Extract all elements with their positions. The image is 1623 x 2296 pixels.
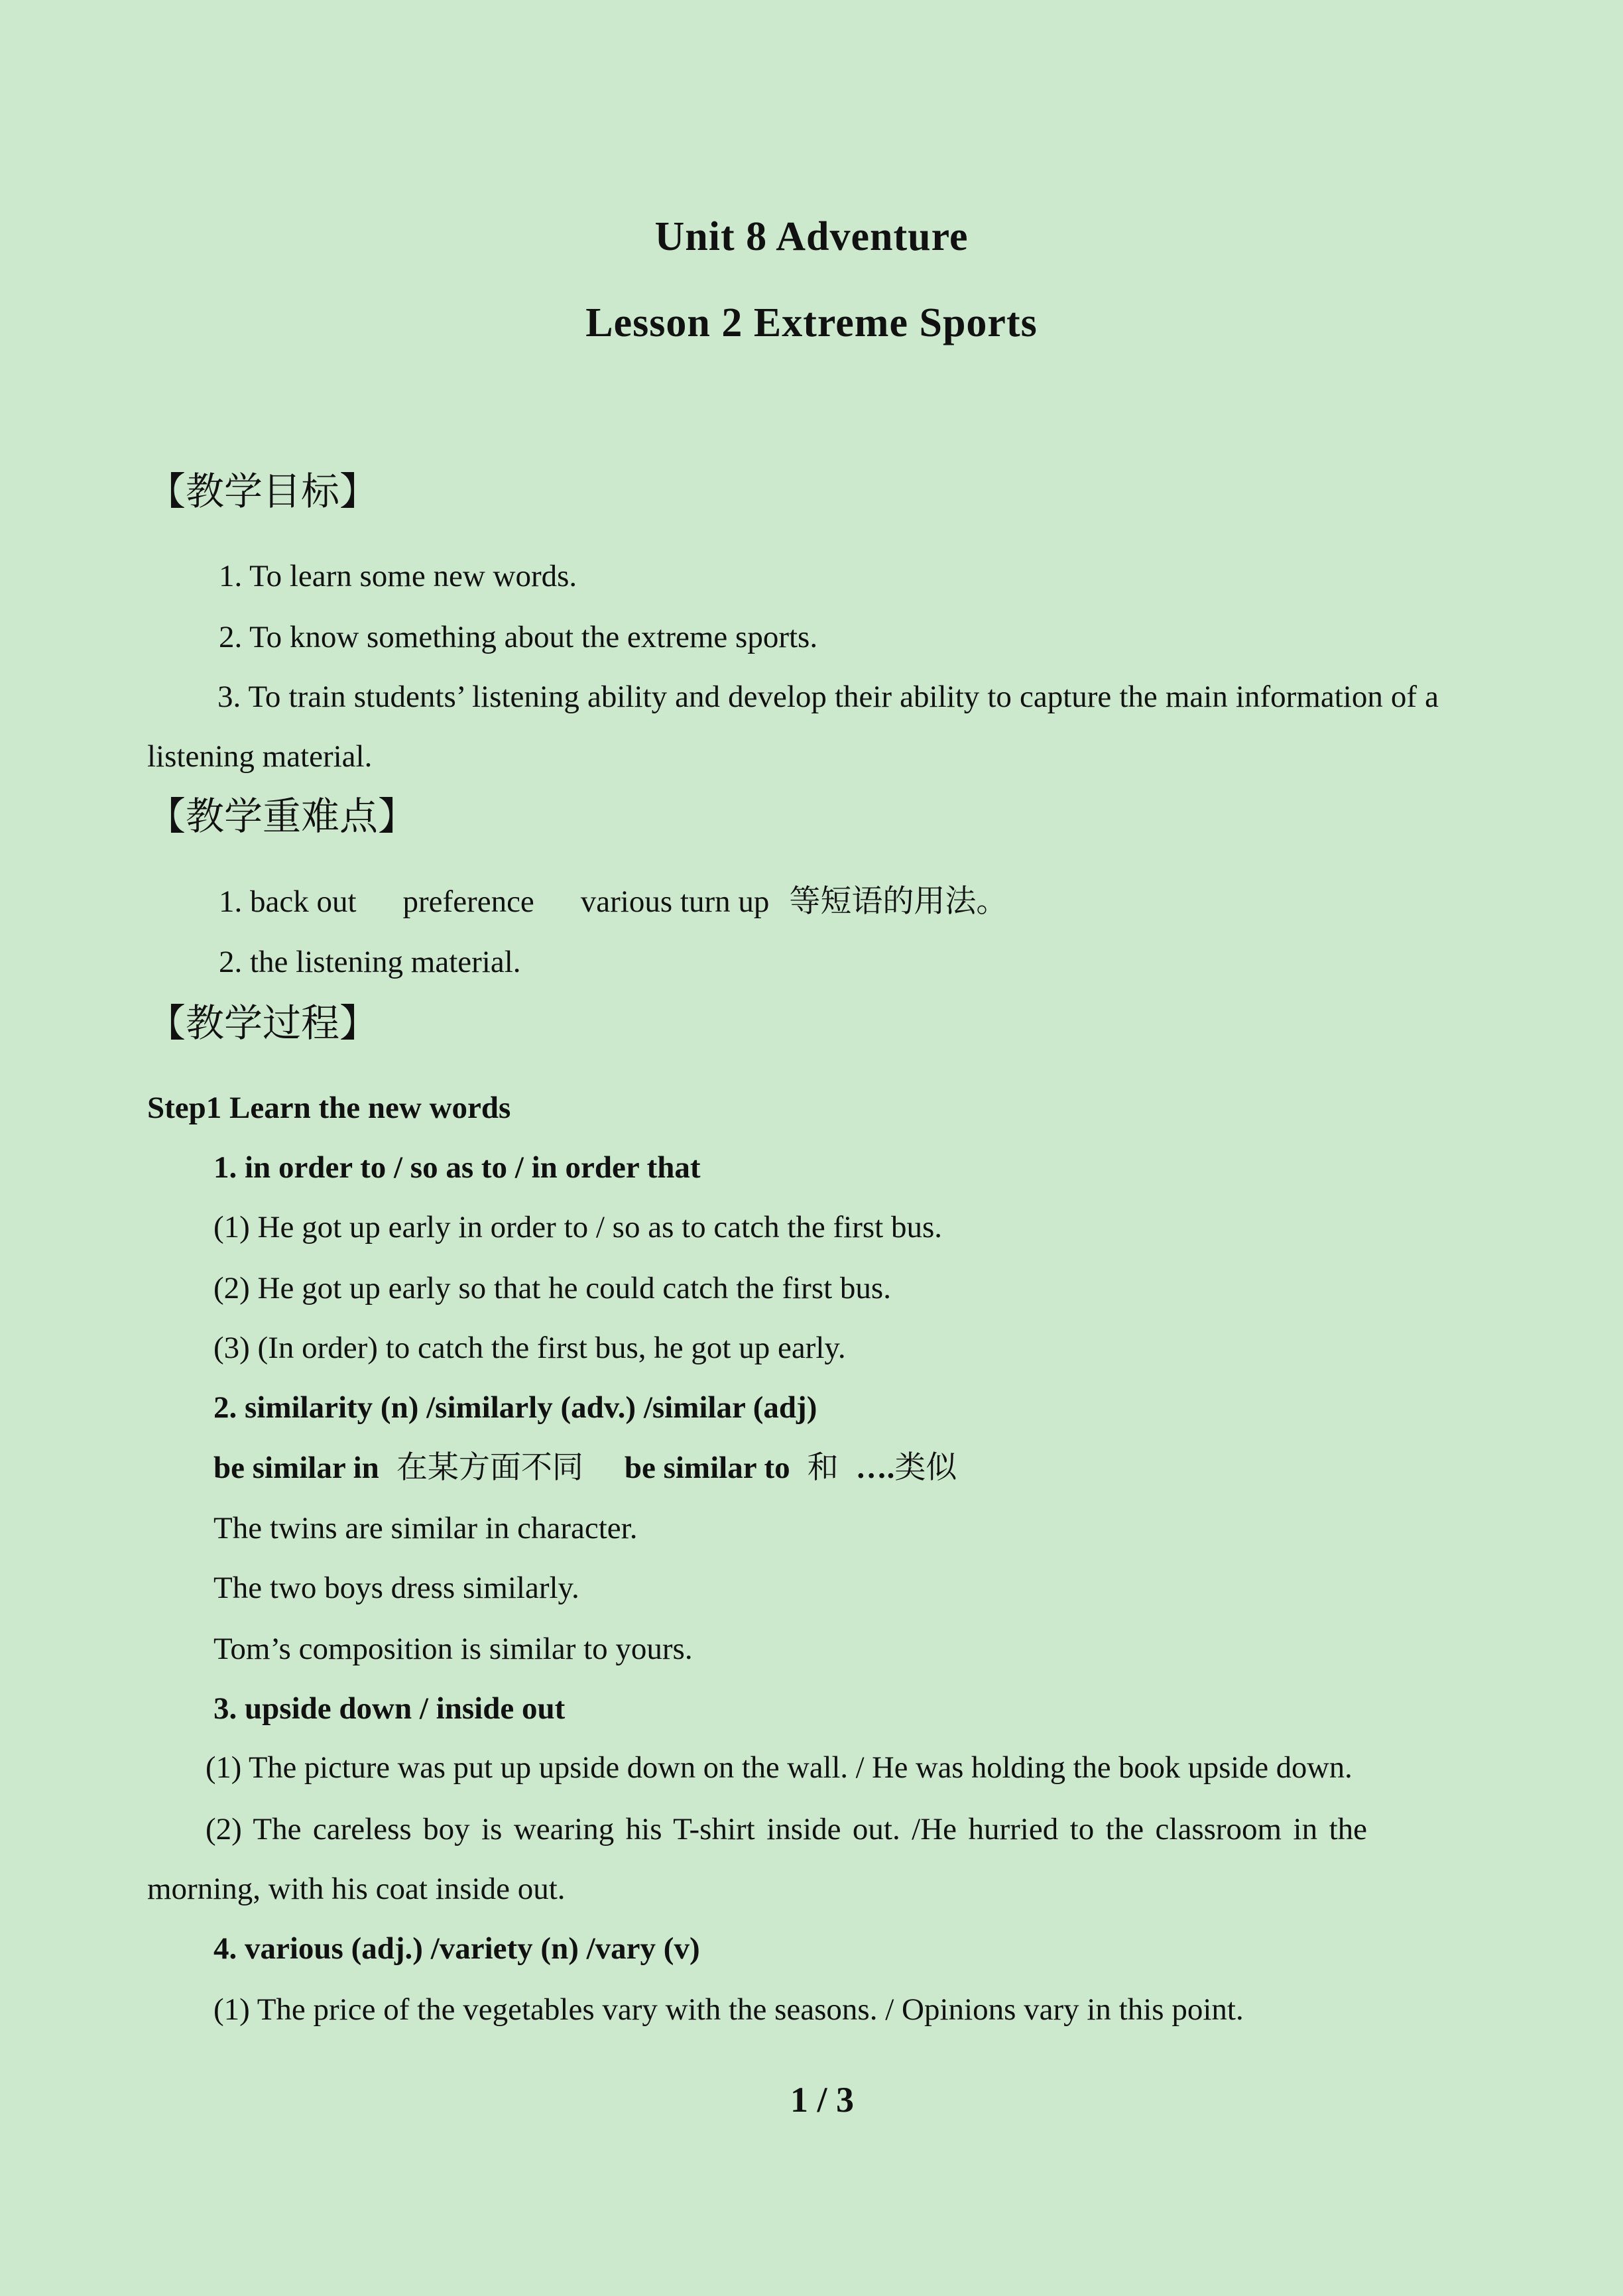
phrase-ellipsis: ….: [855, 1451, 895, 1485]
process-heading: 【教学过程】: [147, 1000, 379, 1046]
phrase-be-similar-in: be similar in: [213, 1451, 379, 1485]
objective-item-3: 3. To train students’ listening ability and develop their ability to capture the main information of a listening material.: [147, 680, 1439, 774]
word-3-example-2: (2) The careless boy is wearing his T-shirt inside out. /He hurried to the classroom in the morning, with his coat inside out.: [147, 1812, 1367, 1906]
document-title: Unit 8 Adventure: [654, 214, 969, 259]
phrase-be-similar-in-meaning: 在某方面不同: [396, 1449, 583, 1486]
word-2-example-3: Tom’s composition is similar to yours.: [213, 1632, 693, 1666]
word-1-example-3: (3) (In order) to catch the first bus, he got up early.: [213, 1331, 846, 1365]
page-number: 1 / 3: [790, 2080, 854, 2120]
phrase-be-similar-to-meaning-1: 和: [807, 1449, 839, 1486]
word-1-title: 1. in order to / so as to / in order that: [213, 1150, 701, 1185]
word-4-title: 4. various (adj.) /variety (n) /vary (v): [213, 1931, 700, 1966]
phrase-be-similar-to-meaning-2: 类似: [894, 1449, 957, 1486]
word-3-title: 3. upside down / inside out: [213, 1691, 566, 1726]
word-1-example-1: (1) He got up early in order to / so as to catch the first bus.: [213, 1210, 942, 1244]
word-1-example-2: (2) He got up early so that he could catch the first bus.: [213, 1271, 891, 1305]
objective-item-2: 2. To know something about the extreme sports.: [219, 620, 818, 654]
word-2-example-2: The two boys dress similarly.: [213, 1571, 579, 1605]
word-2-phrases: [213, 1449, 957, 1486]
objectives-heading: 【教学目标】: [147, 469, 379, 514]
key-point-phrase-2: preference: [402, 884, 534, 919]
key-point-phrase-3: various turn up: [580, 884, 770, 919]
objective-item-1: 1. To learn some new words.: [219, 559, 577, 593]
key-point-item-1: [219, 883, 1008, 920]
step1-heading: Step1 Learn the new words: [147, 1091, 511, 1125]
key-points-heading: 【教学重难点】: [147, 794, 417, 839]
key-point-item-2: 2. the listening material.: [219, 945, 521, 979]
word-2-example-1: The twins are similar in character.: [213, 1511, 638, 1545]
document-subtitle: Lesson 2 Extreme Sports: [585, 300, 1038, 345]
word-2-title: 2. similarity (n) /similarly (adv.) /similar (adj): [213, 1390, 817, 1425]
key-point-phrase-1: 1. back out: [219, 884, 357, 919]
key-point-usage-note: 等短语的用法。: [789, 883, 1008, 920]
word-4-example-1: (1) The price of the vegetables vary with the seasons. / Opinions vary in this point.: [213, 1992, 1244, 2027]
word-3-example-1: (1) The picture was put up upside down on the wall. / He was holding the book upside down.: [206, 1751, 1352, 1785]
phrase-be-similar-to: be similar to: [624, 1451, 790, 1485]
